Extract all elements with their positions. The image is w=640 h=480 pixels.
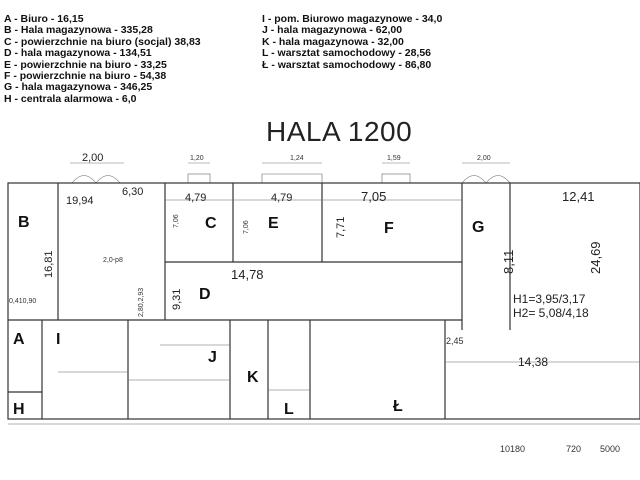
room-label-g: G bbox=[472, 219, 485, 236]
legend-item-f: F - powierzchnie na biuro - 54,38 bbox=[4, 70, 167, 83]
room-label-c: C bbox=[205, 215, 217, 232]
legend-item-c: C - powierzchnie na biuro (socjal) 38,83 bbox=[4, 35, 201, 48]
plan-title: HALA 1200 bbox=[266, 116, 413, 147]
dim-e-width: 4,79 bbox=[271, 192, 293, 204]
legend-item-k: K - hala magazynowa - 32,00 bbox=[262, 35, 404, 48]
dim-d-height: 9,31 bbox=[171, 288, 183, 310]
dim-h2: H2= 5,08/4,18 bbox=[513, 306, 589, 320]
legend-item-e: E - powierzchnie na biuro - 33,25 bbox=[4, 58, 167, 71]
window-2 bbox=[188, 174, 210, 183]
legend-item-j: J - hala magazynowa - 62,00 bbox=[262, 24, 403, 37]
dim-bottom-a: 10180 bbox=[500, 444, 526, 454]
legend-item-g: G - hala magazynowa - 346,25 bbox=[4, 81, 153, 94]
dim-g-height-a: 8,11 bbox=[501, 249, 516, 274]
window-5 bbox=[462, 176, 510, 184]
dim-h1: H1=3,95/3,17 bbox=[513, 292, 586, 306]
legend-item-a: A - Biuro - 16,15 bbox=[4, 13, 84, 25]
room-label-e: E bbox=[268, 215, 279, 232]
window-dim-2: 1,20 bbox=[190, 155, 204, 162]
dim-bottom-b: 720 bbox=[566, 444, 582, 454]
window-dim-1: 2,00 bbox=[82, 152, 104, 164]
room-label-d: D bbox=[199, 286, 211, 303]
dim-f-width: 7,05 bbox=[361, 189, 387, 204]
room-label-l-stroke: Ł bbox=[393, 398, 403, 415]
dim-g-width: 12,41 bbox=[562, 189, 595, 204]
window-1 bbox=[72, 176, 120, 184]
dim-d-width: 14,78 bbox=[231, 267, 264, 282]
legend-item-i: I - pom. Biurowo magazynowe - 34,0 bbox=[262, 13, 443, 25]
dim-b-width: 19,94 bbox=[66, 195, 94, 207]
legend-item-h: H - centrala alarmowa - 6,0 bbox=[4, 92, 137, 105]
room-label-f: F bbox=[384, 220, 394, 237]
window-dim-4: 1,59 bbox=[387, 155, 401, 162]
dim-b-label: 2,0-p8 bbox=[103, 257, 123, 264]
dim-d-side: 2,80,2,93 bbox=[138, 287, 145, 317]
dim-top-630: 6,30 bbox=[122, 186, 144, 198]
window-3 bbox=[262, 174, 322, 183]
window-4 bbox=[382, 174, 410, 183]
dim-b-height: 16,81 bbox=[43, 250, 55, 278]
legend-item-l-stroke: Ł - warsztat samochodowy - 86,80 bbox=[262, 58, 432, 71]
room-label-b: B bbox=[18, 214, 30, 231]
dim-c-height: 7,06 bbox=[173, 214, 180, 228]
dim-c-width: 4,79 bbox=[185, 192, 207, 204]
legend-item-b: B - Hala magazynowa - 335,28 bbox=[4, 24, 153, 37]
legend-item-l: L - warsztat samochodowy - 28,56 bbox=[262, 47, 432, 60]
window-dim-3: 1,24 bbox=[290, 155, 304, 162]
dim-g-bottom: 14,38 bbox=[518, 355, 549, 369]
room-label-k: K bbox=[247, 369, 259, 386]
dim-e-height: 7,06 bbox=[243, 220, 250, 234]
window-dim-5: 2,00 bbox=[477, 155, 491, 162]
room-label-h: H bbox=[13, 401, 25, 418]
room-labels bbox=[13, 214, 484, 418]
legend-item-d: D - hala magazynowa - 134,51 bbox=[4, 47, 152, 60]
dim-g-height-b: 24,69 bbox=[588, 241, 603, 274]
dim-g-side: 2,45 bbox=[446, 336, 464, 346]
dim-bottom-c: 5000 bbox=[600, 444, 621, 454]
window-markers bbox=[70, 152, 510, 183]
room-label-l: L bbox=[284, 401, 294, 418]
room-label-a: A bbox=[13, 331, 25, 348]
room-label-j: J bbox=[208, 349, 217, 366]
dim-a-label: 0,410,90 bbox=[9, 298, 37, 305]
room-label-i: I bbox=[56, 331, 61, 348]
dim-f-height: 7,71 bbox=[335, 216, 347, 238]
